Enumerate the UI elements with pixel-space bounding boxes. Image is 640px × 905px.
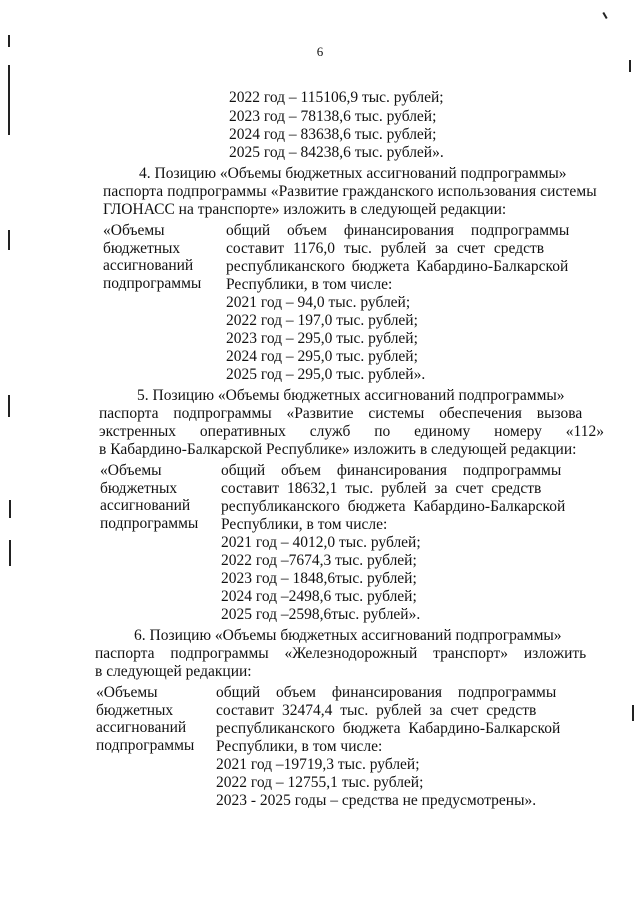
list-item: 2024 год – 83638,6 тыс. рублей; (229, 126, 437, 143)
item6-value: общий объем финансирования подпрограммы (216, 684, 557, 701)
item4-value: 2021 год – 94,0 тыс. рублей; (226, 294, 411, 311)
item5-label: «Объемы бюджетных ассигнований подпрограммы (100, 462, 199, 532)
item5-text: экстренных оперативных служб по единому номеру «112» (99, 423, 604, 440)
item6-value: составит 32474,4 тыс. рублей за счет средств (216, 702, 537, 719)
scan-artifact (8, 395, 10, 417)
item5-value: 2022 год –7674,3 тыс. рублей; (221, 552, 417, 569)
item4-text: паспорта подпрограммы «Развитие гражданского использования системы (103, 183, 597, 200)
item4-label: «Объемы бюджетных ассигнований подпрограммы (103, 222, 202, 292)
scan-artifact (632, 705, 634, 721)
item5-heading: 5. Позицию «Объемы бюджетных ассигнований подпрограммы» (137, 387, 565, 404)
item4-value: общий объем финансирования подпрограммы (226, 222, 570, 239)
item6-value: Республики, в том числе: (216, 738, 383, 755)
item4-value: составит 1176,0 тыс. рублей за счет средств (226, 240, 545, 257)
scan-artifact (8, 230, 10, 250)
item5-value: республиканского бюджета Кабардино-Балкарской (221, 498, 566, 515)
item5-value: составит 18632,1 тыс. рублей за счет средств (221, 480, 542, 497)
item4-value: 2024 год – 295,0 тыс. рублей; (226, 348, 418, 365)
item5-text: в Кабардино-Балкарской Республике» изложить в следующей редакции: (99, 441, 577, 458)
scan-artifact (8, 65, 10, 135)
item4-text: ГЛОНАСС на транспорте» изложить в следующей редакции: (103, 201, 507, 218)
scan-artifact (602, 12, 607, 19)
item4-heading: 4. Позицию «Объемы бюджетных ассигнований подпрограммы» (139, 165, 567, 182)
item6-text: в следующей редакции: (95, 663, 252, 680)
item4-value: Республики, в том числе: (226, 276, 393, 293)
list-item: 2025 год – 84238,6 тыс. рублей». (229, 144, 444, 161)
item6-label: «Объемы бюджетных ассигнований подпрограммы (96, 684, 195, 754)
item5-value: 2025 год –2598,6тыс. рублей». (221, 606, 421, 623)
item6-value: 2023 - 2025 годы – средства не предусмотрены». (216, 792, 537, 809)
item5-value: общий объем финансирования подпрограммы (221, 462, 562, 479)
item5-value: 2021 год – 4012,0 тыс. рублей; (221, 534, 421, 551)
item4-value: 2025 год – 295,0 тыс. рублей». (226, 366, 426, 383)
item6-text: паспорта подпрограммы «Железнодорожный транспорт» изложить (95, 645, 587, 662)
item5-value: 2024 год –2498,6 тыс. рублей; (221, 588, 417, 605)
item5-value: Республики, в том числе: (221, 516, 388, 533)
item4-value: 2022 год – 197,0 тыс. рублей; (226, 312, 418, 329)
item6-value: республиканского бюджета Кабардино-Балкарской (216, 720, 561, 737)
scan-artifact (9, 540, 11, 566)
scan-artifact (9, 500, 11, 518)
item4-value: 2023 год – 295,0 тыс. рублей; (226, 330, 418, 347)
item6-heading: 6. Позицию «Объемы бюджетных ассигнований подпрограммы» (134, 627, 562, 644)
item5-value: 2023 год – 1848,6тыс. рублей; (221, 570, 417, 587)
item6-value: 2022 год – 12755,1 тыс. рублей; (216, 774, 424, 791)
item4-value: республиканского бюджета Кабардино-Балкарской (226, 258, 569, 275)
list-item: 2022 год – 115106,9 тыс. рублей; (229, 89, 444, 106)
list-item: 2023 год – 78138,6 тыс. рублей; (229, 108, 437, 125)
page-number: 6 (316, 44, 324, 59)
item5-text: паспорта подпрограммы «Развитие системы обеспечения вызова (99, 405, 583, 422)
scan-artifact (629, 60, 631, 72)
item6-value: 2021 год –19719,3 тыс. рублей; (216, 756, 420, 773)
